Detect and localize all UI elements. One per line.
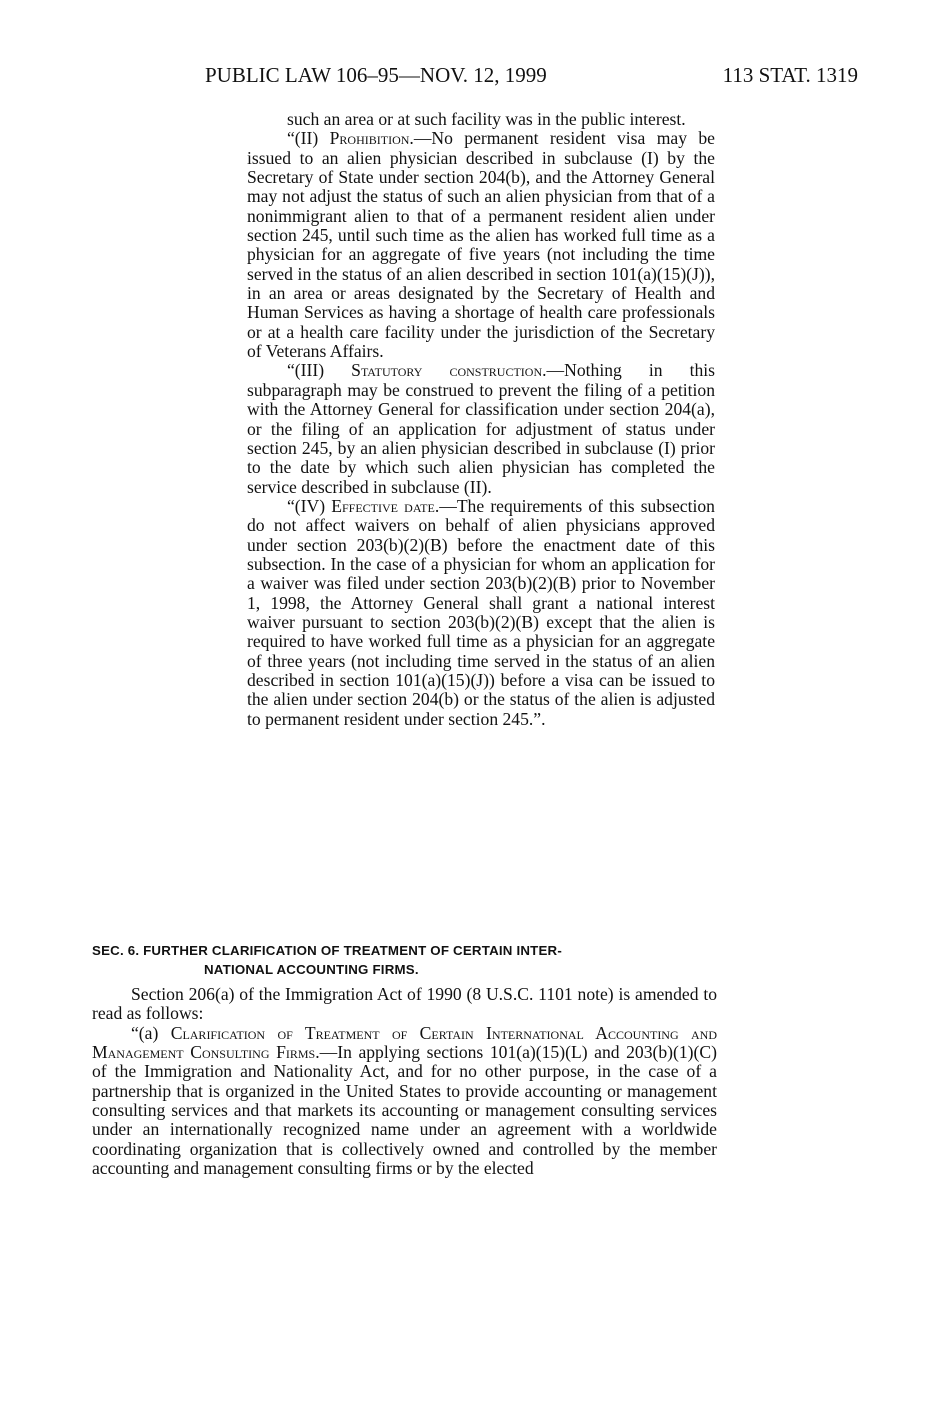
clause-iii-paragraph: “(III) Statutory construction.—Nothing in this subparagraph may be construed to prevent the filing of a petition with the Attorney General for classification under section 204(a), or the filing of an application for adjustment of status under section 245, by an alien physician described in subclause (I) prior to the date by which such alien physician has completed the service described in subclause (II). bbox=[247, 360, 715, 497]
running-header bbox=[205, 62, 858, 88]
amendment-body: —In applying sections 101(a)(15)(L) and 203(b)(1)(C) of the Immigration and Nationality Act, and for no other purpose, in the case of a partnership that is organized in the United States to provide accounting or management consulting services and that markets its accounting or management consulting services under an internationally recognized name under an agreement with a worldwide coordinating organization that is collectively owned and controlled by the member accounting and management consulting firms or by the elected bbox=[92, 1042, 717, 1179]
clause-iii-heading: Statutory construction. bbox=[351, 360, 547, 381]
indented-clauses bbox=[247, 110, 715, 729]
section-6-amendment-paragraph: “(a) Clarification of Treatment of Certain International Accounting and Management Consulting Firms.—In applying sections 101(a)(15)(L) and 203(b)(1)(C) of the Immigration and Nationality Act, and for no other purpose, in the case of a partnership that is organized in the United States to provide accounting or management consulting services and that markets its accounting or management consulting services under an internationally recognized name under an agreement with a worldwide coordinating organization that is collectively owned and controlled by the member accounting and management consulting firms or by the elected bbox=[92, 1022, 717, 1179]
clause-ii-heading: Prohibition. bbox=[329, 128, 414, 149]
clause-ii-paragraph: “(II) Prohibition.—No permanent resident visa may be issued to an alien physician described in subclause (I) by the Secretary of State under section 204(b), and the Attorney General may not adjust the status of such an alien physician from that of a nonimmigrant alien to that of a permanent resident alien under section 245, until such time as the alien has worked full time as a physician for an aggregate of five years (not including the time served in the status of an alien described in section 101(a)(15)(J)), in an area or areas designated by the Secretary of Health and Human Services as having a shortage of health care professionals or at a health care facility under the jurisdiction of the Secretary of Veterans Affairs. bbox=[247, 128, 715, 362]
clause-iv-paragraph: “(IV) Effective date.—The requirements of this subsection do not affect waivers on behalf of alien physicians approved under section 203(b)(2)(B) before the enactment date of this subsection. In the case of a physician for whom an application for a waiver was filed under section 203(b)(2)(B) prior to November 1, 1998, the Attorney General shall grant a national interest waiver pursuant to section 203(b)(2)(B) except that the alien is required to have worked full time as a physician for an aggregate of three years (not including time served in the status of an alien described in section 101(a)(15)(J)) before a visa can be issued to the alien under section 204(b) or the status of the alien is adjusted to permanent resident under section 245.”. bbox=[247, 495, 715, 729]
clause-iv-body: —The requirements of this subsection do not affect waivers on behalf of alien physicians approved under section 203(b)(2)(B) before the enactment date of this subsection. In the case of a physician for whom an application for a waiver was filed under section 203(b)(2)(B) prior to November 1, 1998, the Attorney General shall grant a national interest waiver pursuant to section 203(b)(2)(B) except that the alien is required to have worked full time as a physician for an aggregate of three years (not including time served in the status of an alien described in section 101(a)(15)(J)) before a visa can be issued to the alien under section 204(b) or the status of the alien is adjusted to permanent resident under section 245.”. bbox=[247, 495, 715, 729]
section-6-body bbox=[92, 985, 717, 1178]
clause-iv-heading: Effective date. bbox=[331, 495, 440, 516]
section-6-heading: SEC. 6. FURTHER CLARIFICATION OF TREATMENT OF CERTAIN INTER- NATIONAL ACCOUNTING FIRMS. bbox=[92, 943, 562, 977]
header-law-citation: PUBLIC LAW 106–95—NOV. 12, 1999 bbox=[205, 63, 547, 87]
clause-iii-body: —Nothing in this subparagraph may be construed to prevent the filing of a petition with the Attorney General for classification under section 204(a), or the filing of an application for adjustment of status under section 245, by an alien physician described in subclause (I) prior to the date by which such alien physician has completed the service described in subclause (II). bbox=[247, 360, 715, 497]
amendment-heading: Clarification of Treatment of Certain International Accounting and Management Consulting Firms. bbox=[92, 1022, 717, 1063]
continuation-paragraph: such an area or at such facility was in the public interest. bbox=[287, 109, 686, 129]
clause-ii-body: —No permanent resident visa may be issued to an alien physician described in subclause (I) by the Secretary of State under section 204(b), and the Attorney General may not adjust the status of such an alien physician from that of a nonimmigrant alien to that of a permanent resident alien under section 245, until such time as the alien has worked full time as a physician for an aggregate of five years (not including the time served in the status of an alien described in section 101(a)(15)(J)), in an area or areas designated by the Secretary of Health and Human Services as having a shortage of health care professionals or at a health care facility under the jurisdiction of the Secretary of Veterans Affairs. bbox=[247, 128, 715, 362]
section-6-intro-paragraph: Section 206(a) of the Immigration Act of 1990 (8 U.S.C. 1101 note) is amended to read as follows: bbox=[92, 984, 717, 1024]
header-page-number: 113 STAT. 1319 bbox=[722, 63, 858, 87]
